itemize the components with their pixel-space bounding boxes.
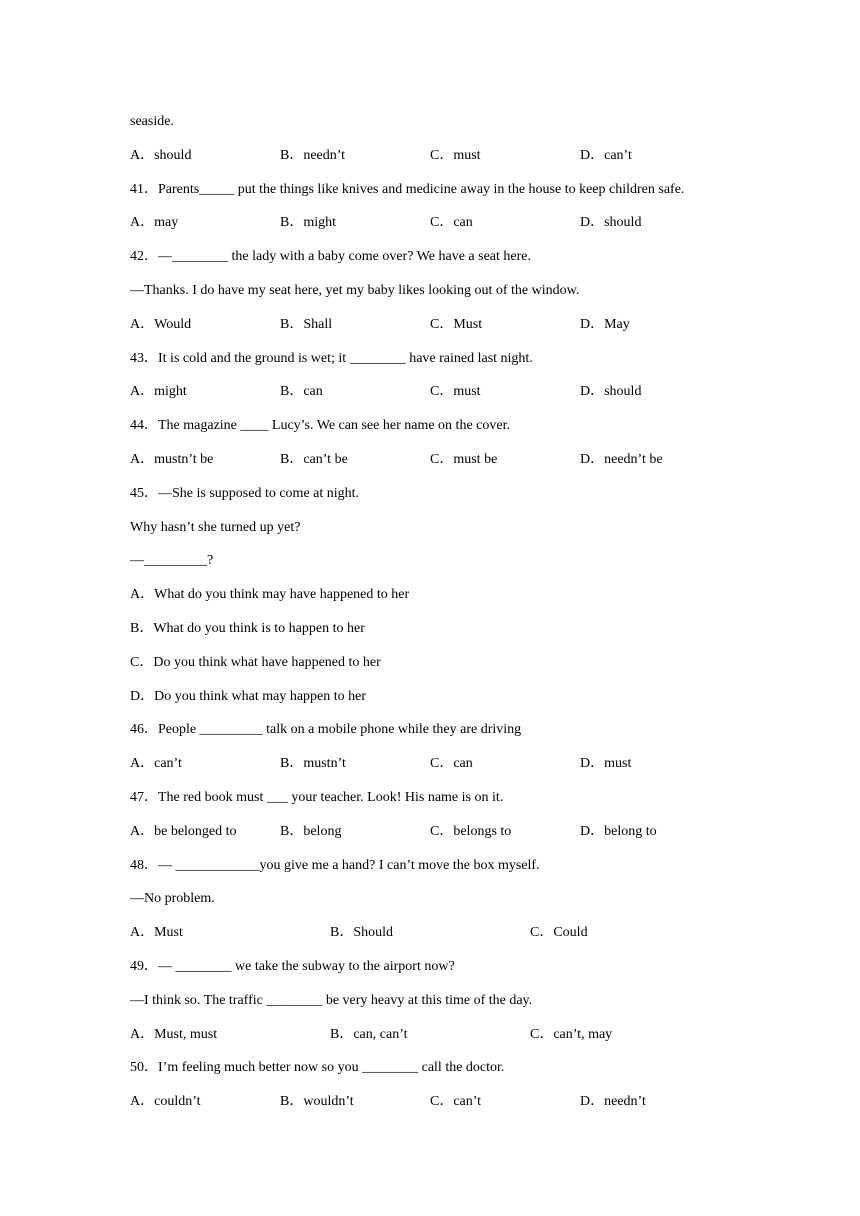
text-line: B．What do you think is to happen to her bbox=[130, 621, 365, 636]
options-row bbox=[130, 754, 830, 774]
answer-option: B．wouldn’t bbox=[280, 1094, 354, 1110]
answer-option: B．mustn’t bbox=[280, 756, 346, 772]
options-row bbox=[130, 923, 830, 943]
answer-option: B．Should bbox=[330, 925, 394, 941]
answer-option: C．belongs to bbox=[430, 823, 512, 839]
text-line: 43．It is cold and the ground is wet; it ________ have rained last night. bbox=[130, 350, 533, 366]
text-line: 42．—________ the lady with a baby come over? We have a seat here. bbox=[130, 249, 531, 265]
answer-option: B．can, can’t bbox=[330, 1026, 408, 1042]
answer-option: A．can’t bbox=[130, 756, 182, 772]
options-row bbox=[130, 1025, 830, 1045]
answer-option: C．Could bbox=[530, 925, 588, 941]
answer-option: A．might bbox=[130, 384, 187, 400]
answer-option: D．should bbox=[580, 215, 642, 231]
text-line: 49．— ________ we take the subway to the airport now? bbox=[130, 959, 455, 974]
answer-option: A．Must, must bbox=[130, 1026, 218, 1042]
answer-option: B．needn’t bbox=[280, 147, 346, 163]
answer-option: D．May bbox=[580, 316, 630, 332]
text-line: A．What do you think may have happened to her bbox=[130, 587, 410, 603]
answer-option: D．belong to bbox=[580, 823, 657, 839]
answer-option: A．may bbox=[130, 215, 179, 231]
text-line: —No problem. bbox=[130, 891, 215, 907]
options-row bbox=[130, 382, 830, 402]
options-row bbox=[130, 146, 830, 166]
answer-option: A．couldn’t bbox=[130, 1094, 201, 1110]
answer-option: A．should bbox=[130, 147, 192, 163]
text-line: —Thanks. I do have my seat here, yet my baby likes looking out of the window. bbox=[130, 283, 580, 298]
options-row bbox=[130, 213, 830, 233]
answer-option: A．Would bbox=[130, 316, 192, 332]
text-line: 44．The magazine ____ Lucy’s. We can see her name on the cover. bbox=[130, 418, 510, 434]
answer-option: D．can’t bbox=[580, 147, 632, 163]
text-line: —I think so. The traffic ________ be very heavy at this time of the day. bbox=[130, 992, 533, 1008]
answer-option: A．mustn’t be bbox=[130, 452, 214, 467]
text-line: C．Do you think what have happened to her bbox=[130, 654, 381, 670]
answer-option: D．should bbox=[580, 384, 642, 400]
text-line: 50．I’m feeling much better now so you ________ call the doctor. bbox=[130, 1060, 505, 1076]
text-line: 45．—She is supposed to come at night. bbox=[130, 485, 360, 501]
answer-option: C．Must bbox=[430, 316, 483, 332]
text-line: seaside. bbox=[130, 114, 174, 129]
answer-option: C．can bbox=[430, 756, 473, 772]
answer-option: D．needn’t bbox=[580, 1094, 646, 1110]
answer-option: B．might bbox=[280, 215, 337, 231]
answer-option: C．must be bbox=[430, 452, 498, 467]
options-row bbox=[130, 1092, 830, 1112]
options-row bbox=[130, 450, 830, 470]
answer-option: C．can’t, may bbox=[530, 1026, 613, 1042]
options-row bbox=[130, 822, 830, 842]
text-line: 46．People _________ talk on a mobile phone while they are driving bbox=[130, 722, 522, 738]
text-line: —_________? bbox=[130, 553, 214, 569]
answer-option: D．needn’t be bbox=[580, 452, 663, 467]
answer-option: C．must bbox=[430, 147, 481, 163]
answer-option: C．can bbox=[430, 215, 473, 231]
text-line: Why hasn’t she turned up yet? bbox=[130, 519, 301, 535]
text-line: D．Do you think what may happen to her bbox=[130, 688, 367, 704]
answer-option: B．Shall bbox=[280, 316, 333, 332]
answer-option: A．Must bbox=[130, 925, 183, 941]
text-line: 47．The red book must ___ your teacher. Look! His name is on it. bbox=[130, 790, 504, 805]
answer-option: B．can’t be bbox=[280, 452, 348, 467]
options-row bbox=[130, 315, 830, 335]
text-line: 48．— ____________you give me a hand? I can’t move the box myself. bbox=[130, 857, 540, 873]
answer-option: A．be belonged to bbox=[130, 823, 237, 839]
text-line: 41．Parents_____ put the things like knives and medicine away in the house to keep children safe. bbox=[130, 181, 685, 197]
answer-option: D．must bbox=[580, 756, 632, 772]
answer-option: C．can’t bbox=[430, 1094, 482, 1110]
answer-option: B．can bbox=[280, 384, 323, 400]
answer-option: B．belong bbox=[280, 823, 342, 839]
answer-option: C．must bbox=[430, 384, 481, 400]
